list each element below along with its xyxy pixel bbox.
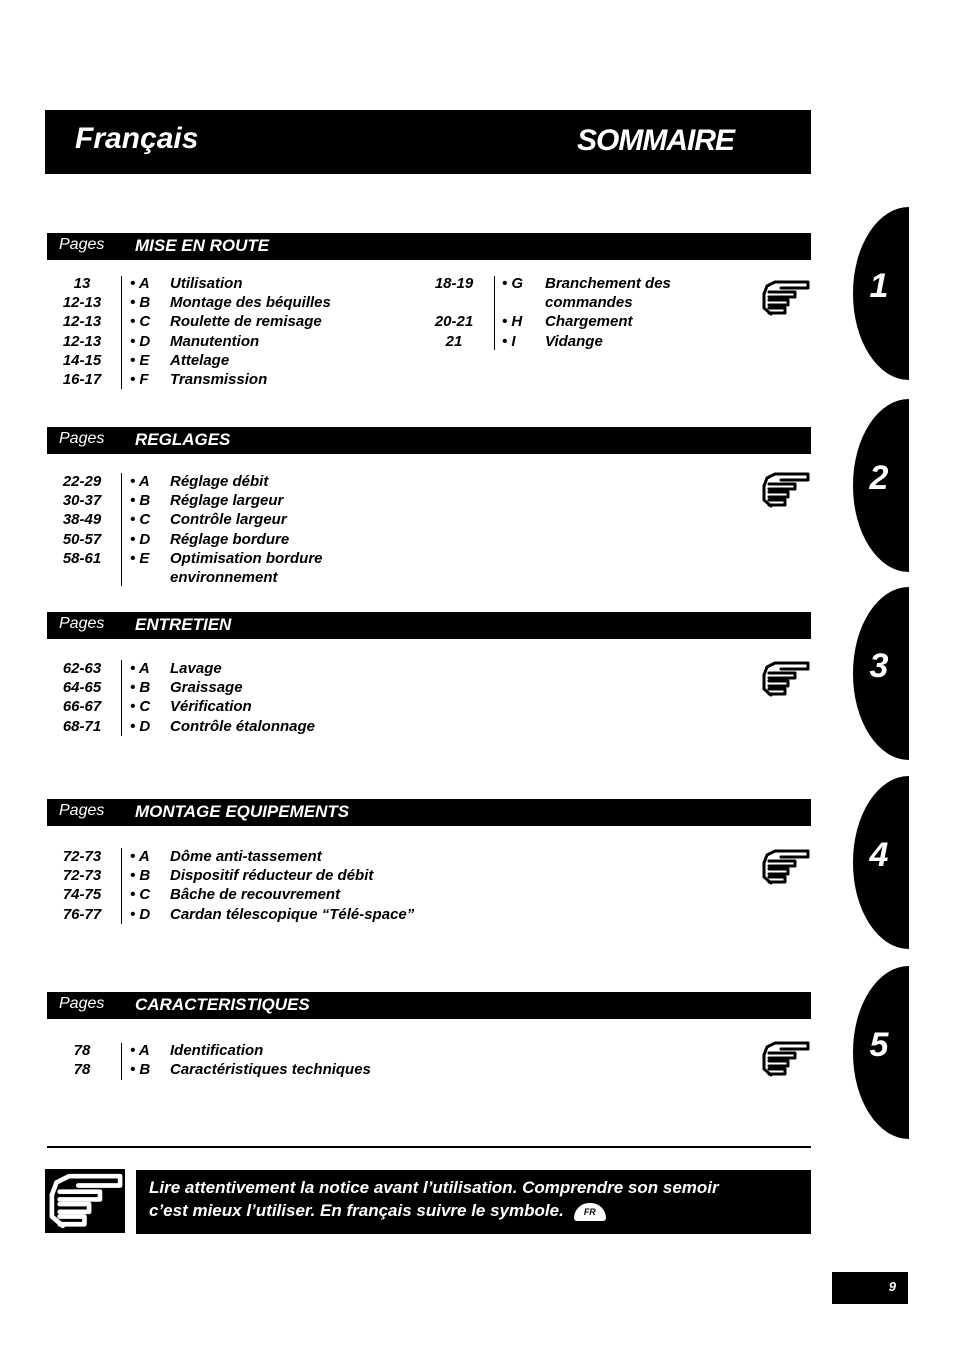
header-title: SOMMAIRE bbox=[577, 124, 734, 157]
toc-label: Manutention bbox=[170, 332, 260, 350]
toc-letter: • C bbox=[130, 313, 151, 331]
pointing-hand-icon bbox=[761, 1039, 811, 1079]
toc-pages: 12-13 bbox=[62, 313, 102, 331]
section-title: MONTAGE EQUIPEMENTS bbox=[135, 802, 350, 821]
toc-letter: • B bbox=[130, 492, 151, 510]
column-separator bbox=[121, 660, 122, 736]
chapter-tab-4[interactable] bbox=[853, 776, 909, 949]
toc-pages: 72-73 bbox=[62, 848, 102, 865]
toc-label: Réglage largeur bbox=[170, 492, 284, 510]
section-title: CARACTERISTIQUES bbox=[135, 995, 310, 1014]
toc-pages: 66-67 bbox=[62, 698, 102, 716]
toc-letter: • C bbox=[130, 511, 151, 529]
toc-label: Réglage débit bbox=[170, 473, 269, 490]
toc-pages: 14-15 bbox=[62, 351, 102, 369]
chapter-tab-1[interactable] bbox=[853, 207, 909, 380]
toc-letter: • B bbox=[130, 867, 151, 885]
toc-letter: • E bbox=[130, 351, 150, 369]
notice-text-line-1: Lire attentivement la notice avant l’utilisation. Comprendre son semoir bbox=[149, 1178, 719, 1197]
toc-letter: • A bbox=[130, 473, 150, 490]
toc-label: commandes bbox=[545, 294, 633, 312]
toc-pages: 18-19 bbox=[434, 275, 474, 292]
tab-number: 1 bbox=[869, 267, 889, 305]
pointing-hand-icon bbox=[761, 278, 811, 318]
toc-pages: 72-73 bbox=[62, 867, 102, 885]
toc-label: Chargement bbox=[545, 313, 633, 331]
toc-pages: 50-57 bbox=[62, 530, 102, 548]
column-separator bbox=[121, 848, 122, 924]
pages-label: Pages bbox=[59, 802, 105, 819]
chapter-tab-5[interactable] bbox=[853, 966, 909, 1139]
toc-label: Dispositif réducteur de débit bbox=[170, 867, 374, 885]
section-bar-mise-en-route bbox=[47, 233, 811, 260]
toc-label: Montage des béquilles bbox=[170, 294, 331, 312]
toc-letter: • A bbox=[130, 848, 150, 865]
notice-box bbox=[136, 1170, 811, 1234]
tab-number: 5 bbox=[869, 1026, 889, 1064]
page-number-box bbox=[832, 1272, 908, 1304]
fr-language-badge: FR bbox=[574, 1203, 606, 1221]
toc-letter: • D bbox=[130, 717, 151, 735]
toc-pages: 74-75 bbox=[62, 886, 102, 904]
toc-pages: 21 bbox=[445, 332, 463, 350]
toc-label: Cardan télescopique “Télé-space” bbox=[170, 905, 415, 923]
section-title: ENTRETIEN bbox=[135, 615, 232, 634]
section-bar-entretien bbox=[47, 612, 811, 639]
toc-label: Vidange bbox=[545, 332, 603, 350]
toc-label: Lavage bbox=[170, 660, 222, 677]
toc-pages: 64-65 bbox=[62, 679, 102, 697]
toc-pages: 22-29 bbox=[62, 473, 102, 490]
toc-pages: 12-13 bbox=[62, 294, 102, 312]
chapter-tab-2[interactable] bbox=[853, 399, 909, 572]
column-separator bbox=[494, 276, 495, 350]
toc-pages: 30-37 bbox=[62, 492, 102, 510]
tab-number: 2 bbox=[869, 459, 889, 497]
toc-pages: 78 bbox=[73, 1042, 91, 1059]
toc-label: Vérification bbox=[170, 698, 252, 716]
toc-label: environnement bbox=[170, 568, 278, 586]
toc-pages: 38-49 bbox=[62, 511, 102, 529]
pointing-hand-icon bbox=[761, 659, 811, 699]
toc-label: Réglage bordure bbox=[170, 530, 290, 548]
toc-label: Utilisation bbox=[170, 275, 243, 292]
toc-letter: • A bbox=[130, 660, 150, 677]
header-language: Français bbox=[75, 122, 199, 155]
pointing-hand-icon bbox=[761, 470, 811, 510]
toc-label: Graissage bbox=[170, 679, 243, 697]
toc-pages: 58-61 bbox=[62, 549, 102, 567]
toc-letter: • B bbox=[130, 679, 151, 697]
pages-label: Pages bbox=[59, 430, 105, 447]
section-title: REGLAGES bbox=[135, 430, 231, 449]
toc-pages: 12-13 bbox=[62, 332, 102, 350]
toc-pages: 76-77 bbox=[62, 905, 102, 923]
toc-letter: • E bbox=[130, 549, 150, 567]
notice-hand-icon-box bbox=[45, 1169, 125, 1233]
toc-label: Branchement des bbox=[545, 275, 671, 292]
pages-label: Pages bbox=[59, 236, 105, 253]
column-separator bbox=[121, 1043, 122, 1080]
toc-letter: • C bbox=[130, 698, 151, 716]
column-separator bbox=[121, 473, 122, 586]
toc-label: Transmission bbox=[170, 370, 268, 388]
toc-label: Optimisation bordure bbox=[170, 549, 323, 567]
section-bar-montage-equipements bbox=[47, 799, 811, 826]
toc-letter: • A bbox=[130, 275, 150, 292]
section-bar-reglages bbox=[47, 427, 811, 454]
toc-letter: • D bbox=[130, 530, 151, 548]
chapter-tab-3[interactable] bbox=[853, 587, 909, 760]
toc-pages: 68-71 bbox=[62, 717, 102, 735]
toc-pages: 62-63 bbox=[62, 660, 102, 677]
toc-letter: • C bbox=[130, 886, 151, 904]
toc-letter: • I bbox=[502, 332, 516, 350]
toc-label: Identification bbox=[170, 1042, 264, 1059]
divider bbox=[47, 1146, 811, 1148]
toc-label: Attelage bbox=[170, 351, 230, 369]
toc-letter: • D bbox=[130, 332, 151, 350]
section-title: MISE EN ROUTE bbox=[135, 236, 270, 255]
toc-pages: 20-21 bbox=[434, 313, 474, 331]
pages-label: Pages bbox=[59, 615, 105, 632]
header-bar bbox=[45, 110, 811, 174]
toc-letter: • B bbox=[130, 1061, 151, 1079]
toc-pages: 78 bbox=[73, 1061, 91, 1079]
notice-text-line-2 bbox=[149, 1201, 606, 1221]
toc-letter: • H bbox=[502, 313, 523, 331]
toc-label: Contrôle largeur bbox=[170, 511, 287, 529]
pages-label: Pages bbox=[59, 995, 105, 1012]
toc-label: Contrôle étalonnage bbox=[170, 717, 316, 735]
pointing-hand-icon bbox=[47, 1170, 125, 1232]
toc-letter: • B bbox=[130, 294, 151, 312]
toc-label: Bâche de recouvrement bbox=[170, 886, 341, 904]
toc-pages: 13 bbox=[73, 275, 91, 292]
pointing-hand-icon bbox=[761, 847, 811, 887]
tab-number: 4 bbox=[869, 836, 889, 874]
section-bar-caracteristiques bbox=[47, 992, 811, 1019]
toc-label: Dôme anti-tassement bbox=[170, 848, 322, 865]
toc-label: Caractéristiques techniques bbox=[170, 1061, 371, 1079]
tab-number: 3 bbox=[869, 647, 889, 685]
notice-text-line-2-text: c’est mieux l’utiliser. En français suivre le symbole. bbox=[149, 1201, 564, 1220]
page-number: 9 bbox=[888, 1279, 896, 1294]
toc-letter: • F bbox=[130, 370, 149, 388]
toc-letter: • D bbox=[130, 905, 151, 923]
toc-letter: • A bbox=[130, 1042, 150, 1059]
toc-letter: • G bbox=[502, 275, 524, 292]
column-separator bbox=[121, 276, 122, 389]
toc-pages: 16-17 bbox=[62, 370, 102, 388]
toc-label: Roulette de remisage bbox=[170, 313, 322, 331]
